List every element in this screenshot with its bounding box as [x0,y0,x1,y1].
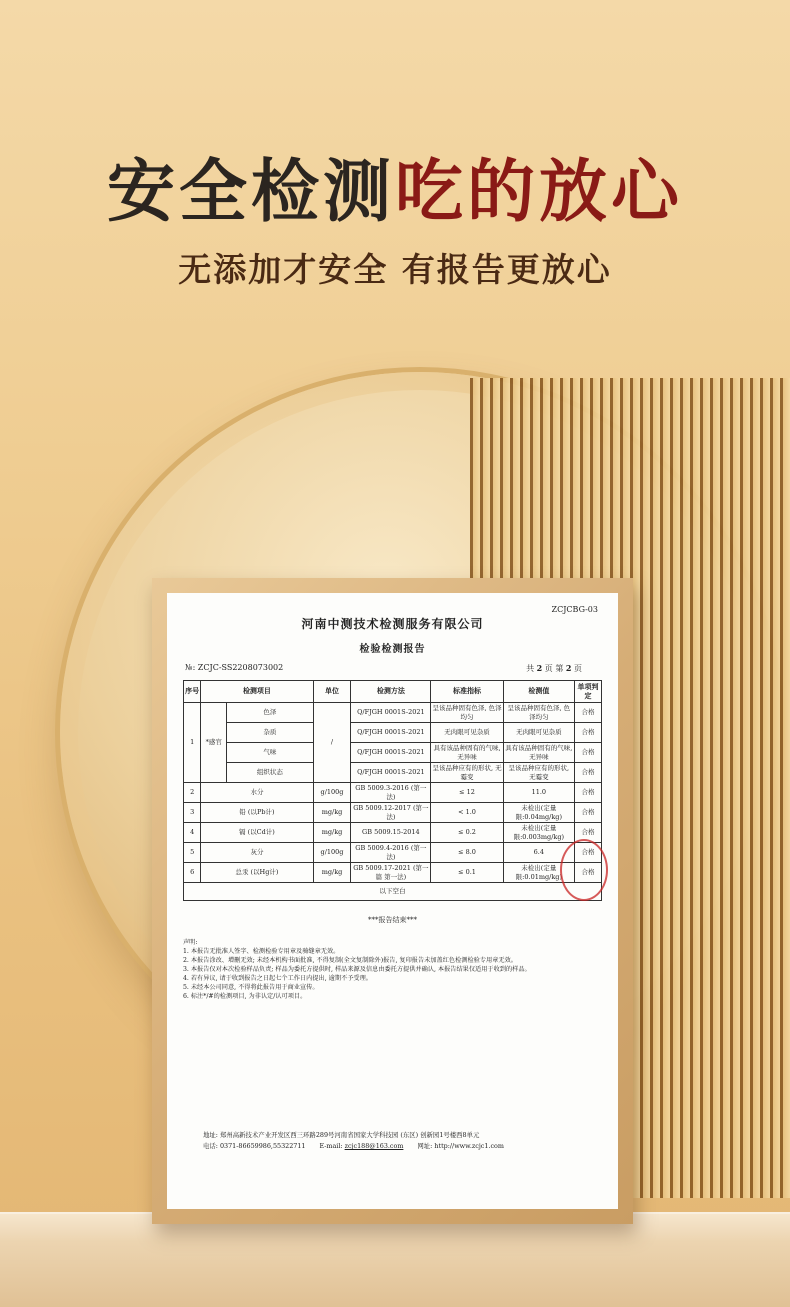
table-row: 组织状态 Q/FJGH 0001S-2021 呈该品种应有的形状, 无霉变 呈该品种应有的形状, 无霉变 合格 [184,763,602,783]
picture-frame [152,578,633,1224]
table-row: 2 水分 g/100g GB 5009.3-2016 (第一法) ≤ 12 11.0 合格 [184,783,602,803]
note-item: 6. 标注*/#的检测项目, 为非认定/认可项目。 [183,992,307,1000]
table-blank-row: 以下空白 [184,883,602,901]
footer-phone: 电话: 0371-86659986,55322711 [203,1142,306,1151]
table-row: 1 *感官 色泽 / Q/FJGH 0001S-2021 呈该品种固有色泽, 色泽均匀 呈该品种固有色泽, 色泽均匀 合格 [184,703,602,723]
report-meta [183,663,602,674]
page-indicator: 共 2 页 第 2 页 [526,663,582,673]
test-report-document [167,593,618,1209]
table-row: 5 灰分 g/100g GB 5009.4-2016 (第一法) ≤ 8.0 6.4 合格 [184,843,602,863]
headline [0,138,790,235]
table-row: 6 总汞 (以Hg计) mg/kg GB 5009.17-2021 (第一篇 第一法) ≤ 0.1 未检出(定量限:0.01mg/kg) 合格 [184,863,602,883]
footer-website: http://www.zcjc1.com [434,1142,504,1151]
table-row: 气味 Q/FJGH 0001S-2021 具有该品种固有的气味, 无异味 具有该品种固有的气味, 无异味 合格 [184,743,602,763]
display-shelf [0,1212,790,1307]
note-item: 1. 本报告无批准人签字、检测检验专用章及骑缝章无效。 [183,947,340,955]
table-row: 4 镉 (以Cd计) mg/kg GB 5009.15-2014 ≤ 0.2 未检出(定量限:0.003mg/kg) 合格 [184,823,602,843]
statement-notes: 声明: 1. 本报告无批准人签字、检测检验专用章及骑缝章无效。 2. 本报告涂改、增删无效; 未经本机构书面批准, 不得复制(全文复制除外)报告, 复印报告未加盖红色检测检验专用章无效。 3. 本报告仅对本次检验样品负责; 样品为委托方提供时, 样品来源及信息由委托方提供并确认, 本报告结果仅适用于收到的样品。 4. 若有异议, 请于收到报告之日起七个工作日内提出, 逾期不予受理。 5. 未经本公司同意, 不得将此报告用于商业宣传。 6. 标注*/#的检测项目, 为非认定/认可项目。 [183,939,602,1002]
footer-email: zcjc188@163.com [344,1142,404,1151]
note-item: 2. 本报告涂改、增删无效; 未经本机构书面批准, 不得复制(全文复制除外)报告, 复印报告未加盖红色检测检验专用章无效。 [183,956,517,964]
note-item: 4. 若有异议, 请于收到报告之日起七个工作日内提出, 逾期不予受理。 [183,974,372,982]
report-footer: 地址: 郑州高新技术产业开发区西三环路289号河南省国家大学科技园 (东区) 创新园1号楼西8单元 电话: 0371-86659986,55322711 E-mail: zcjc188@163.com 网址: http://www.zcjc1.com [203,1130,504,1153]
company-name: 河南中测技术检测服务有限公司 [301,617,484,631]
headline-dark: 安全检测 [106,152,395,232]
report-title: 检验检测报告 [359,644,426,655]
table-row: 3 铅 (以Pb计) mg/kg GB 5009.12-2017 (第一法) < 1.0 未检出(定量限:0.04mg/kg) 合格 [184,803,602,823]
footer-address: 地址: 郑州高新技术产业开发区西三环路289号河南省国家大学科技园 (东区) 创新园1号楼西8单元 [203,1130,480,1139]
subheadline: 无添加才安全 有报告更放心 [178,250,612,289]
test-results-table [183,680,602,901]
report-number: №: ZCJC-SS2208073002 [185,663,284,672]
report-end-line: ***报告结束*** [368,916,417,924]
note-item: 5. 未经本公司同意, 不得将此报告用于商业宣传。 [183,983,319,991]
report-code: ZCJCBG-03 [551,605,598,614]
table-header-row: 序号 检测项目 单位 检测方法 标准指标 检测值 单项判定 [184,681,602,703]
note-item: 3. 本报告仅对本次检验样品负责; 样品为委托方提供时, 样品来源及信息由委托方提供并确认, 本报告结果仅适用于收到的样品。 [183,965,531,973]
headline-red: 吃的放心 [395,152,684,232]
table-row: 杂质 Q/FJGH 0001S-2021 无肉眼可见杂质 无肉眼可见杂质 合格 [184,723,602,743]
red-seal-stamp [560,839,608,901]
